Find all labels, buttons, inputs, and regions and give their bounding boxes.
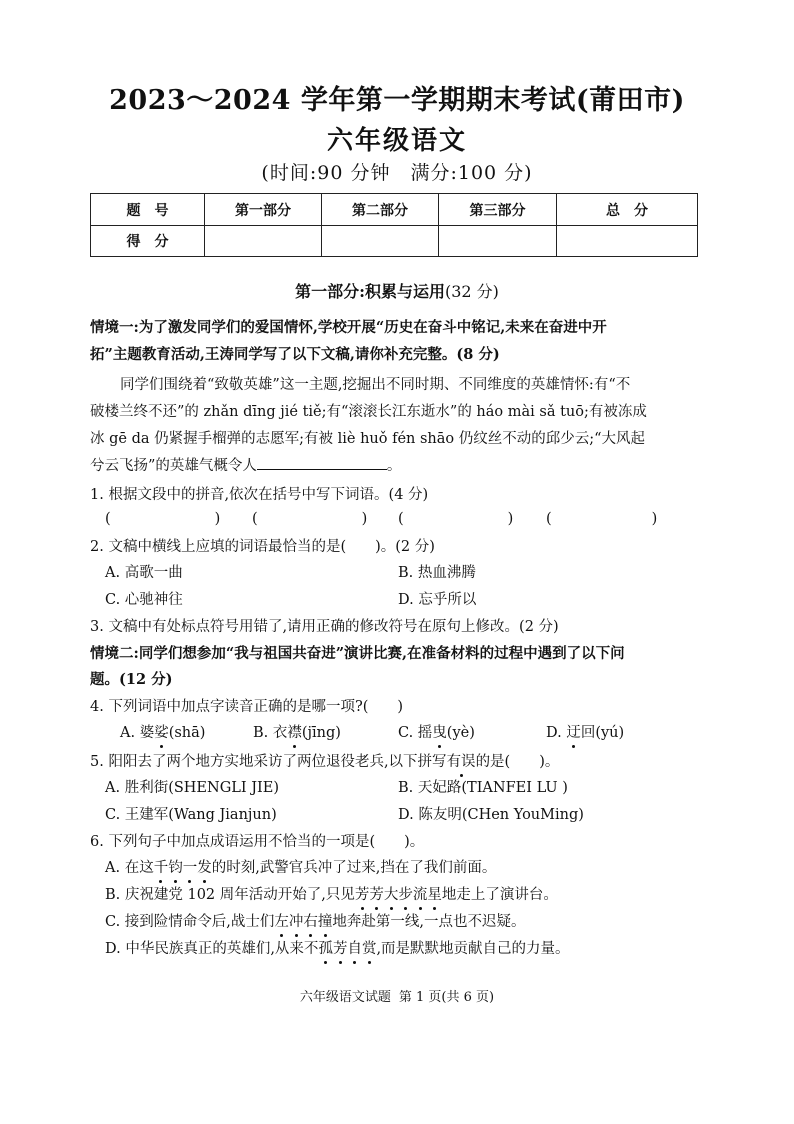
paren-close: ) <box>361 511 368 527</box>
section-1-title <box>0 279 794 302</box>
score-header-cell: 第一部分 <box>205 194 322 226</box>
section-1-points: (32 分) <box>444 282 499 301</box>
dotted-char: 大 <box>383 887 399 903</box>
option-text: C. 摇 <box>398 725 433 741</box>
dotted-char: 娑 <box>154 725 169 741</box>
question-6: 6. 下列句子中加点成语运用不恰当的一项是( )。 <box>90 834 425 850</box>
q2-option-a[interactable]: A. 高歌一曲 <box>105 565 183 581</box>
paren-close: ) <box>507 511 514 527</box>
score-header-cell: 第三部分 <box>439 194 557 226</box>
dotted-char: 右 <box>303 914 318 930</box>
option-text: B. 庆祝建党 102 周年活动开始了,只见 <box>105 887 355 903</box>
q1-answer-paren-3[interactable] <box>398 509 513 529</box>
option-pinyin: (yè) <box>446 725 475 741</box>
dotted-char: 赏 <box>361 941 377 957</box>
option-text-end: 地走上了演讲台。 <box>441 887 558 903</box>
score-table-header-row <box>91 194 698 226</box>
paren-close: ) <box>651 511 658 527</box>
dotted-char: 左 <box>274 914 289 930</box>
option-text: D. <box>546 725 567 741</box>
dotted-char: 流 <box>412 887 428 903</box>
scene-2-intro-line-1: 情境二:同学们想参加“我与祖国共奋进”演讲比赛,在准备材料的过程中遇到了以下问 <box>90 645 625 662</box>
paren-open: ( <box>398 511 404 527</box>
q6-option-b[interactable] <box>105 885 558 905</box>
question-4: 4. 下列词语中加点字读音正确的是哪一项?( ) <box>90 699 404 715</box>
dotted-char: 千 <box>153 860 169 876</box>
option-text: B. 衣 <box>253 725 288 741</box>
exam-subtitle: 六年级语文 <box>326 126 467 156</box>
score-cell-part1[interactable] <box>205 226 322 257</box>
q5-option-c[interactable]: C. 王建军(Wang Jianjun) <box>105 807 277 823</box>
score-header-cell: 第二部分 <box>322 194 439 226</box>
dotted-char: 曳 <box>432 725 447 741</box>
option-text-end: 的时刻,武警官兵冲了过来,挡在了我们前面。 <box>211 860 497 876</box>
passage-line-4-text: 兮云飞扬”的英雄气概令人 <box>90 458 257 474</box>
option-pinyin: (shā) <box>168 725 206 741</box>
q4-option-d[interactable] <box>546 723 624 743</box>
score-header-cell: 总 分 <box>557 194 698 226</box>
q1-answer-paren-2[interactable] <box>252 509 367 529</box>
option-text: C. 接到险情命令后,战士们 <box>105 914 275 930</box>
q4-option-b[interactable] <box>253 723 341 743</box>
dotted-char: 冲 <box>288 914 304 930</box>
score-cell-part2[interactable] <box>322 226 439 257</box>
q1-answer-paren-1[interactable] <box>105 509 220 529</box>
dotted-idiom <box>318 941 376 957</box>
passage-line-3: 冰 gē da 仍紧握手榴弹的志愿军;有被 liè huǒ fén shāo 仍纹丝不动的邱少云;“大风起 <box>90 431 646 447</box>
dotted-char: 步 <box>398 887 413 903</box>
dotted-idiom <box>154 860 212 876</box>
exam-time: (时间:90 分钟 <box>261 162 391 184</box>
passage-line-4 <box>90 455 710 476</box>
paren-open: ( <box>546 511 552 527</box>
option-text: D. 中华民族真正的英雄们,从来不 <box>105 941 319 957</box>
dotted-char: 芳 <box>332 941 348 957</box>
question-5 <box>90 752 710 772</box>
score-table <box>90 193 698 257</box>
dotted-char: 孤 <box>318 941 333 957</box>
dotted-char: 襟 <box>287 725 302 741</box>
dotted-text: 有误 <box>446 754 476 770</box>
q5-option-d[interactable]: D. 陈友明(CHen YouMing) <box>398 807 584 823</box>
score-header-cell: 题 号 <box>91 194 205 226</box>
page-footer <box>0 986 794 1005</box>
score-cell-total[interactable] <box>557 226 698 257</box>
dotted-idiom <box>355 887 442 903</box>
option-text: A. 在这 <box>105 860 154 876</box>
dotted-char: 芳 <box>354 887 370 903</box>
question-3: 3. 文稿中有处标点符号用错了,请用正确的修改符号在原句上修改。(2 分) <box>90 619 559 635</box>
q4-option-c[interactable] <box>398 723 475 743</box>
exam-title: 2023～2024 学年第一学期期末考试(莆田市) <box>109 85 685 116</box>
dotted-char: 迂 <box>566 725 581 741</box>
option-text-end: 地奔赴第一线,一点也不迟疑。 <box>332 914 526 930</box>
dotted-char: 芳 <box>369 887 384 903</box>
score-cell-part3[interactable] <box>439 226 557 257</box>
question-1: 1. 根据文段中的拼音,依次在括号中写下词语。(4 分) <box>90 487 429 503</box>
option-pinyin: (jīng) <box>301 725 341 741</box>
scene-1-intro-line-2: 拓”主题教育活动,王涛同学写了以下文稿,请你补充完整。(8 分) <box>90 346 500 363</box>
q5-option-b[interactable]: B. 天妃路(TIANFEI LU ) <box>398 780 568 796</box>
score-table-score-row <box>91 226 698 257</box>
scene-1-intro-line-1: 情境一:为了激发同学们的爱国情怀,学校开展“历史在奋斗中铭记,未来在奋进中开 <box>90 319 607 336</box>
q6-option-c[interactable] <box>105 912 526 932</box>
passage-line-2: 破楼兰终不还”的 zhǎn dīng jié tiě;有“滚滚长江东逝水”的 háo mài sǎ tuō;有被冻成 <box>90 404 647 420</box>
q5-text: 5. 阳阳去了两个地方实地采访了两位退役老兵,以下拼写 <box>90 754 447 770</box>
q4-option-a[interactable] <box>120 723 205 743</box>
q1-answer-paren-4[interactable] <box>546 509 657 529</box>
passage-line-1: 同学们围绕着“致敬英雄”这一主题,挖掘出不同时期、不同维度的英雄情怀:有“不 <box>120 377 631 393</box>
q6-option-d[interactable] <box>105 939 570 959</box>
answer-blank[interactable] <box>257 455 387 470</box>
q6-option-a[interactable] <box>105 858 496 878</box>
section-1-title-text: 第一部分:积累与运用 <box>295 282 445 301</box>
dotted-char: 自 <box>347 941 362 957</box>
option-text-end: ,而是默默地贡献自己的力量。 <box>376 941 570 957</box>
exam-time-info <box>0 158 794 185</box>
dotted-idiom <box>274 914 332 930</box>
dotted-char: 一 <box>182 860 198 876</box>
q5-text-end: 的是( )。 <box>475 754 560 770</box>
q5-option-a[interactable]: A. 胜利街(SHENGLI JIE) <box>105 780 280 796</box>
footer-page-number: 第 1 页(共 6 页) <box>398 990 495 1005</box>
q2-option-d[interactable]: D. 忘乎所以 <box>398 592 477 608</box>
dotted-char: 发 <box>197 860 212 876</box>
passage-line-4-end: 。 <box>386 458 402 474</box>
paren-open: ( <box>252 511 258 527</box>
scene-2-intro-line-2: 题。(12 分) <box>90 671 173 688</box>
footer-subject: 六年级语文试题 <box>299 990 391 1005</box>
paren-close: ) <box>214 511 221 527</box>
option-text: A. 婆 <box>120 725 155 741</box>
question-2: 2. 文稿中横线上应填的词语最恰当的是( )。(2 分) <box>90 539 435 555</box>
dotted-char: 撞 <box>317 914 333 930</box>
score-row-label: 得 分 <box>91 226 205 257</box>
q2-option-c[interactable]: C. 心驰神往 <box>105 592 183 608</box>
dotted-char: 星 <box>427 887 442 903</box>
option-pinyin: 回(yú) <box>580 725 625 741</box>
dotted-char: 钧 <box>168 860 183 876</box>
paren-open: ( <box>105 511 111 527</box>
q2-option-b[interactable]: B. 热血沸腾 <box>398 565 476 581</box>
exam-full-score: 满分:100 分) <box>410 162 533 184</box>
